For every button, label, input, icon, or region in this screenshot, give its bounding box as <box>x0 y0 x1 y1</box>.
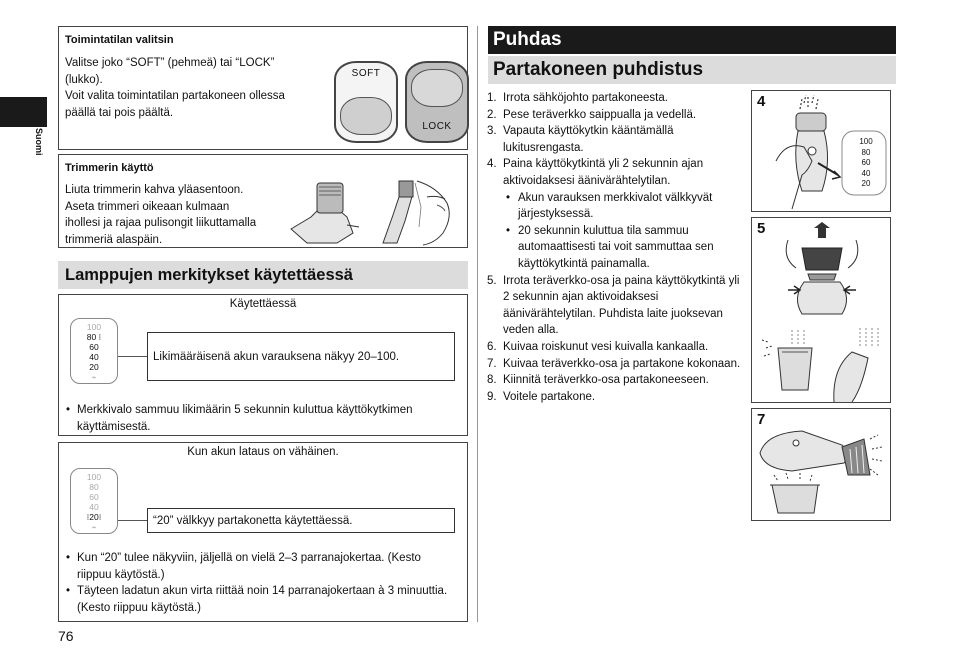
figure-4-meter <box>846 137 886 190</box>
figure-5-illustration <box>752 218 892 404</box>
figure-7-illustration <box>752 409 892 522</box>
meter-level: 40 <box>89 502 99 512</box>
in-use-head: Käytettäessä <box>229 298 297 310</box>
step-item <box>487 107 747 124</box>
mode-text-line: päällä tai pois päältä. <box>65 106 174 119</box>
figure-7 <box>751 408 891 521</box>
low-battery-callout: “20” välkkyy partakonetta käytettäessä. <box>147 508 455 533</box>
step-item <box>487 273 747 339</box>
lock-mode-illustration <box>405 61 469 143</box>
step-number: 2. <box>487 108 497 121</box>
in-use-box <box>58 294 468 436</box>
step-item <box>487 339 747 356</box>
trimmer-text-line: Liuta trimmerin kahva yläasentoon. <box>65 184 244 196</box>
mode-selector-box <box>58 26 468 150</box>
figure-number: 5 <box>757 220 766 237</box>
step-item <box>487 90 747 107</box>
section-band <box>488 26 896 54</box>
mode-switch-knob <box>411 69 463 107</box>
meter-level-value: 80 <box>86 332 97 342</box>
step-number: 1. <box>487 92 497 104</box>
meter-level-value: 20 <box>89 512 99 522</box>
trimmer-text-line: ihollesi ja rajaa pulisongit liikuttamalla <box>65 217 257 229</box>
lamps-heading: Lamppujen merkitykset käytettäessä <box>65 266 353 284</box>
meter-level <box>71 512 117 522</box>
figure-5 <box>751 217 891 403</box>
page-number: 76 <box>58 628 74 644</box>
mode-text-line: Voit valita toimintatilan partakoneen ollessa <box>65 90 285 102</box>
step-text: Paina käyttökytkintä yli 2 sekunnin ajan aktivoidaksesi äänivärähtelytilan. <box>503 158 704 187</box>
meter-level: 100 <box>859 137 873 146</box>
low-battery-box <box>58 442 468 622</box>
battery-meter <box>70 318 118 384</box>
step-text: Kuivaa teräverkko-osa ja partakone kokonaan. <box>503 357 741 370</box>
lamps-heading-band <box>58 261 468 289</box>
list-item: • Merkkivalo sammuu likimäärin 5 sekunnin kuluttua käyttökytkimen käyttämisestä. <box>65 402 457 435</box>
step-item <box>487 123 747 156</box>
step-text: Vapauta käyttökytkin kääntämällä lukitusrengasta. <box>503 125 674 154</box>
in-use-notes <box>65 402 457 435</box>
meter-level: 80 <box>89 482 99 492</box>
meter-level: 100 <box>86 472 102 482</box>
trimmer-text-line: Aseta trimmeri oikeaan kulmaan <box>65 200 230 213</box>
mode-selector-title: Toimintatilan valitsin <box>65 34 174 46</box>
meter-level: 60 <box>89 342 99 352</box>
step-text: Kiinnitä teräverkko-osa partakoneeseen. <box>503 374 709 387</box>
soft-label: SOFT <box>351 68 381 79</box>
mode-selector-text <box>65 55 325 121</box>
plug-icon: ⌁ <box>91 522 97 532</box>
step-number: 3. <box>487 125 497 138</box>
cleaning-heading-band <box>488 56 896 84</box>
meter-level: 20 <box>89 362 99 372</box>
low-battery-head: Kun akun lataus on vähäinen. <box>187 446 339 458</box>
blink-icon: ⁝ <box>98 512 102 522</box>
meter-level: 40 <box>861 168 871 178</box>
trimmer-title: Trimmerin käyttö <box>65 162 154 174</box>
blink-icon: ⁝ <box>86 512 90 522</box>
trimmer-illustration <box>287 177 463 247</box>
figure-number: 7 <box>757 411 766 428</box>
step-text: Irrota sähköjohto partakoneesta. <box>503 92 668 104</box>
step-number: 8. <box>487 374 497 387</box>
trimmer-text <box>65 182 287 248</box>
meter-level <box>71 332 117 342</box>
list-item: • Kun “20” tulee näkyviin, jäljellä on vielä 2–3 parranajokertaa. (Kesto riippuu käytöstä.) <box>65 550 457 583</box>
step-number: 6. <box>487 340 497 353</box>
mode-text-line: Valitse joko “SOFT” (pehmeä) tai “LOCK” <box>65 57 275 69</box>
mode-text-line: (lukko). <box>65 73 103 86</box>
soft-mode-illustration <box>334 61 398 143</box>
step-item <box>487 372 747 389</box>
step-item <box>487 156 747 272</box>
list-item: • Täyteen ladatun akun virta riittää noin 14 parranajokertaan à 3 minuuttia. (Kesto riippuu käytöstä.) <box>65 583 457 616</box>
in-use-callout: Likimääräisenä akun varauksena näkyy 20–100. <box>147 332 455 381</box>
trimmer-text-line: trimmeriä alaspäin. <box>65 233 163 246</box>
step-number: 9. <box>487 390 497 403</box>
cleaning-steps <box>487 90 747 405</box>
meter-level: 60 <box>861 158 871 167</box>
meter-level: 100 <box>86 322 102 332</box>
figure-4 <box>751 90 891 212</box>
lock-label: LOCK <box>422 121 452 132</box>
step-item <box>487 356 747 373</box>
step-subitem: • Akun varauksen merkkivalot välkkyvät järjestyksessä. <box>503 190 747 223</box>
meter-level: 60 <box>89 492 99 502</box>
step-text: Pese teräverkko saippualla ja vedellä. <box>503 108 697 121</box>
section-title: Puhdas <box>493 29 562 50</box>
language-tab <box>0 97 47 127</box>
step-number: 5. <box>487 274 497 287</box>
step-text: Kuivaa roiskunut vesi kuivalla kankaalla. <box>503 340 709 353</box>
plug-icon: ⌁ <box>91 372 97 382</box>
callout-connector <box>118 356 147 357</box>
step-subitems <box>503 190 747 273</box>
step-subitem: • 20 sekunnin kuluttua tila sammuu automaattisesti tai voit sammuttaa sen käyttökytkintä painamalla. <box>503 223 747 273</box>
figure-number: 4 <box>757 93 766 110</box>
language-label: Suomi <box>34 128 44 156</box>
meter-level: 40 <box>89 352 99 362</box>
blink-icon: ⁝ <box>96 332 102 342</box>
step-item <box>487 389 747 406</box>
low-battery-notes <box>65 550 457 616</box>
callout-connector <box>118 520 147 521</box>
meter-level: 20 <box>861 179 871 188</box>
mode-switch-knob <box>340 97 392 135</box>
column-divider <box>477 26 478 622</box>
cleaning-heading: Partakoneen puhdistus <box>493 59 704 80</box>
step-text: Irrota teräverkko-osa ja paina käyttökytkintä yli 2 sekunnin ajan aktivoidaksesi äänivärähtelytilan. Puhdista laite juoksevan veden alla. <box>503 274 740 337</box>
trimmer-box <box>58 154 468 248</box>
step-number: 7. <box>487 357 497 370</box>
step-text: Voitele partakone. <box>503 390 596 403</box>
step-number: 4. <box>487 158 497 171</box>
meter-level: 80 <box>861 147 871 157</box>
battery-meter <box>70 468 118 534</box>
